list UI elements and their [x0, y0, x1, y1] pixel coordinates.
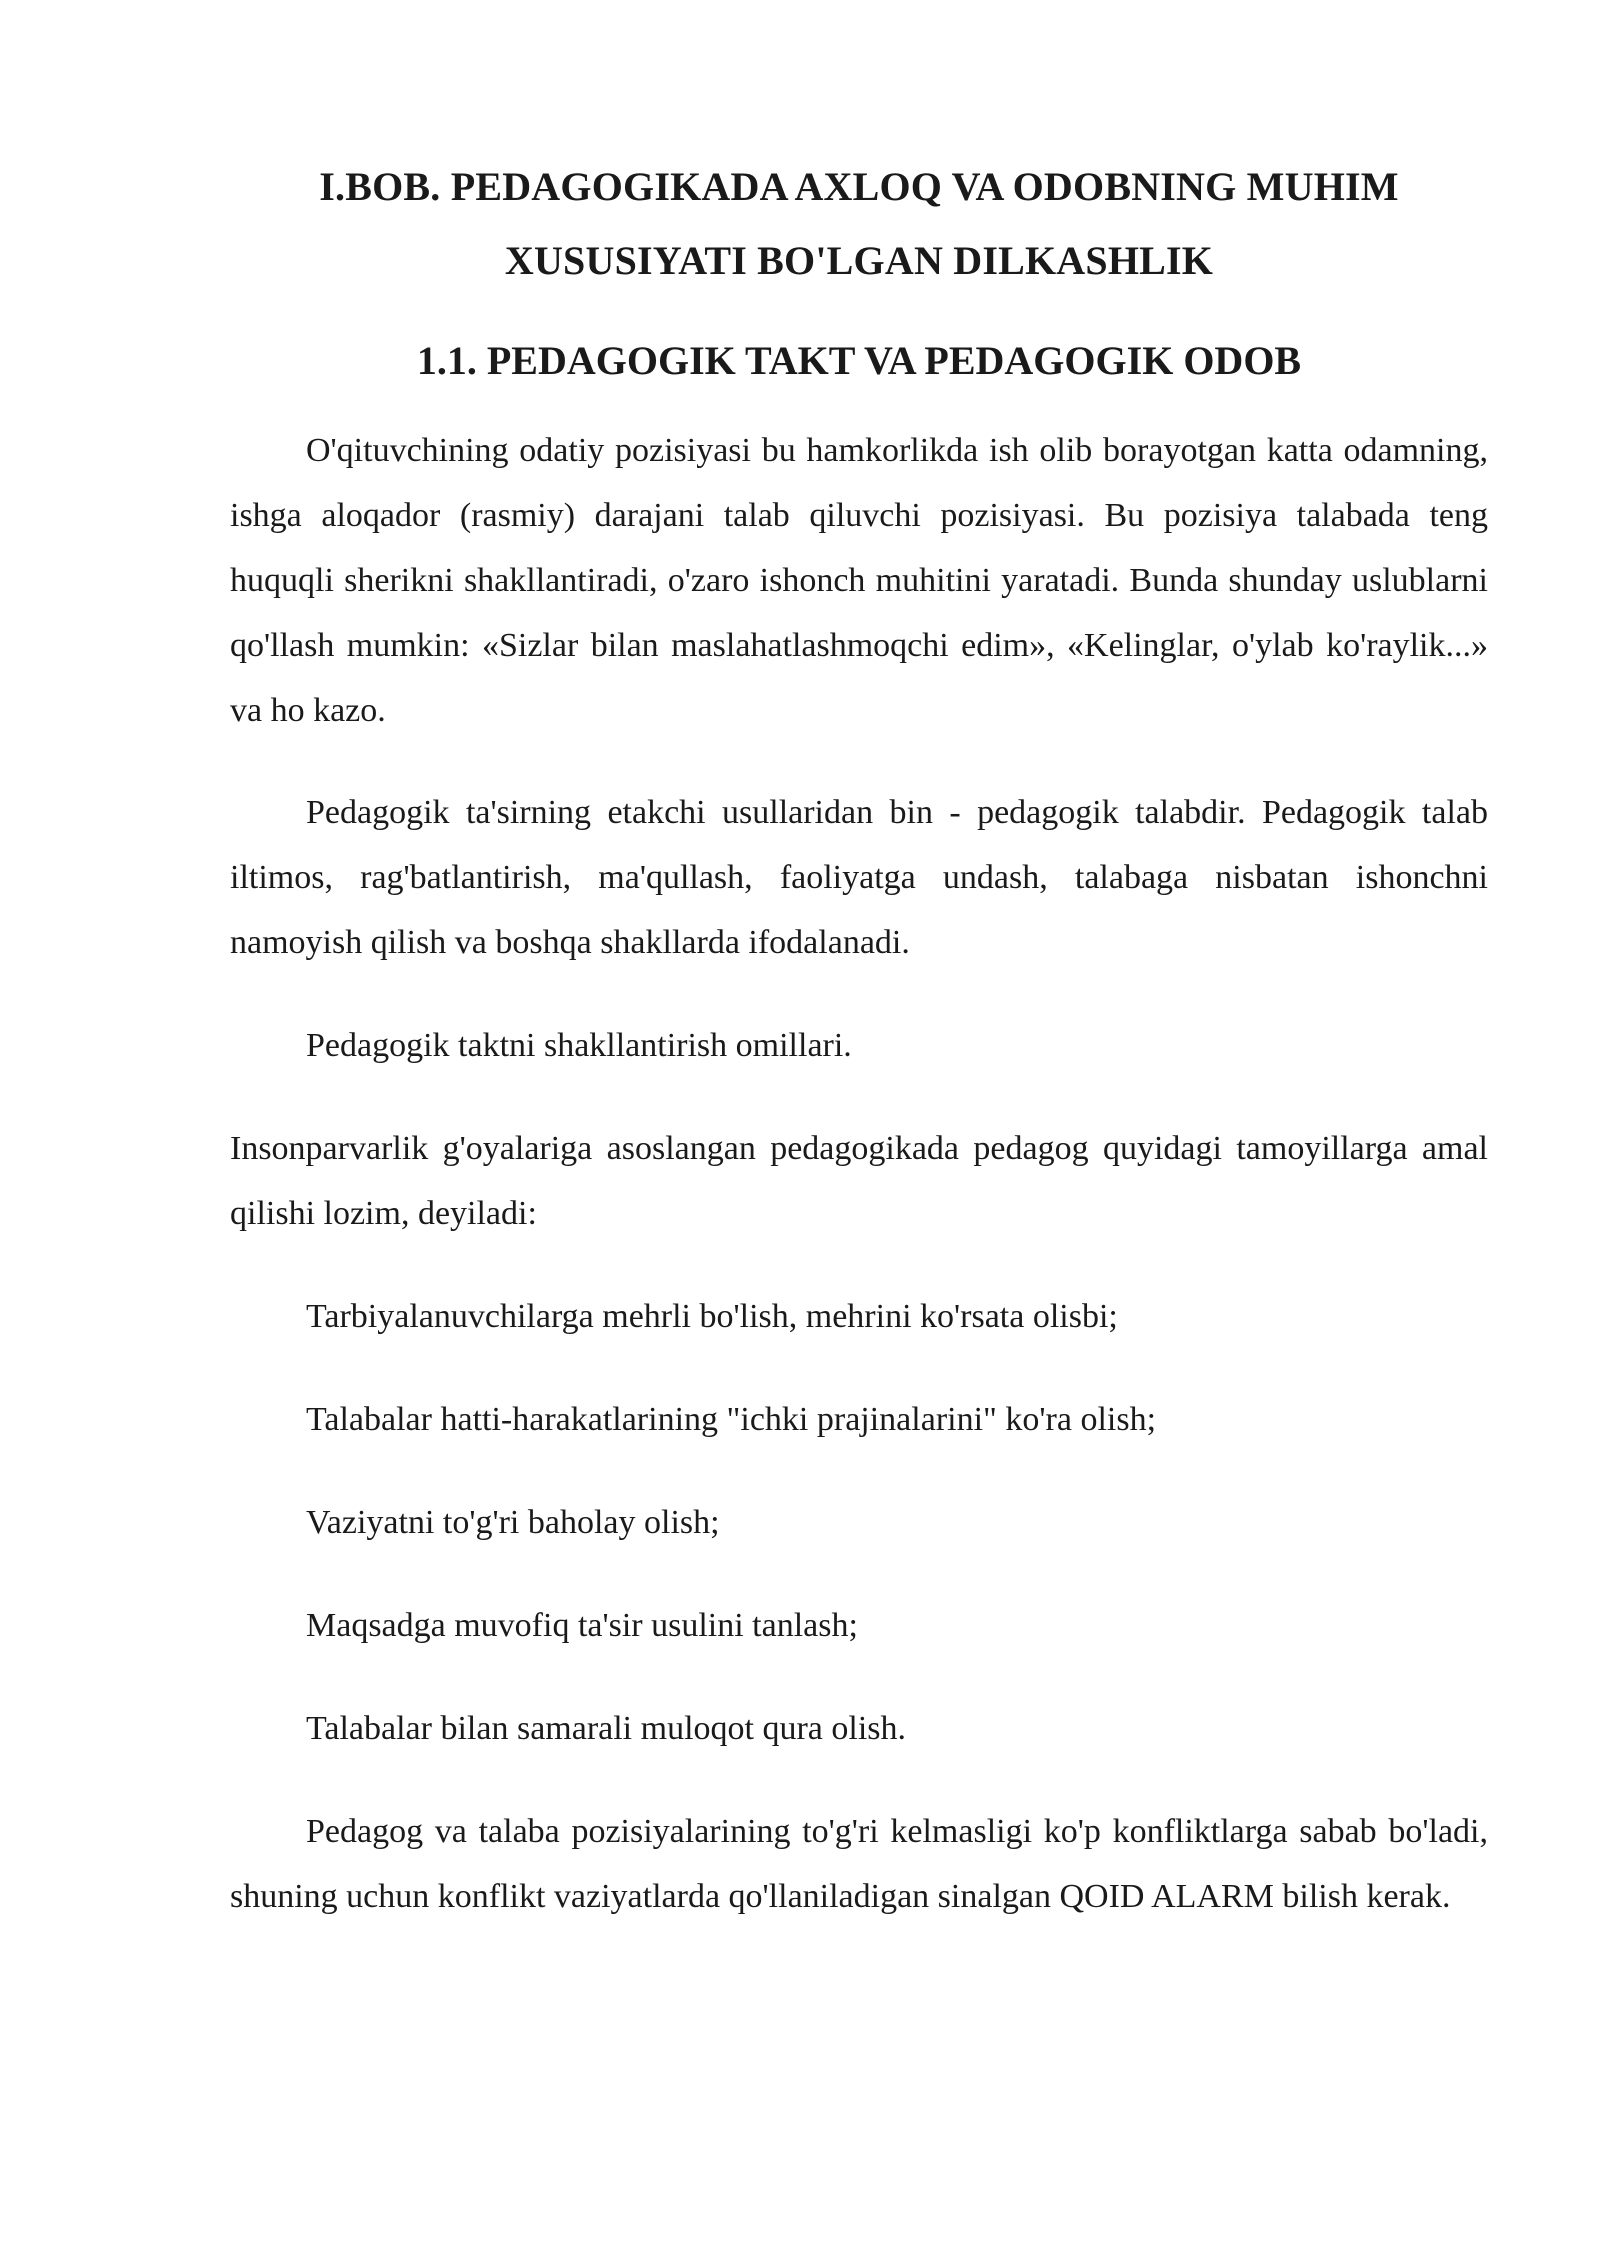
chapter-title-line-1: I.BOB. PEDAGOGIKADA AXLOQ VA ODOBNING MUHIM	[319, 164, 1399, 209]
list-item: Maqsadga muvofiq ta'sir usulini tanlash;	[306, 1607, 858, 1644]
document-page	[230, 150, 1488, 1929]
list-item: Tarbiyalanuvchilarga mehrli bo'lish, mehrini ko'rsata olisbi;	[306, 1298, 1118, 1335]
chapter-title-line-2: XUSUSIYATI BO'LGAN DILKASHLIK	[504, 238, 1214, 283]
paragraph-pedagogical-demand: Pedagogik ta'sirning etakchi usullaridan bin - pedagogik talabdir. Pedagogik talab iltimos, rag'batlantirish, ma'qullash, faoliyatga undash, talabaga nisbatan ishonchni namoyish qilish va boshqa shakllarda ifodalanadi.	[230, 794, 1488, 961]
principles-list	[230, 1284, 1488, 1761]
chapter-title	[230, 150, 1488, 298]
paragraph-teacher-position: O'qituvchining odatiy pozisiyasi bu hamkorlikda ish olib borayotgan katta odamning, ishga aloqador (rasmiy) darajani talab qiluvchi pozisiyasi. Bu pozisiya talabada teng huquqli sherikni shakllantiradi, o'zaro ishonch muhitini yaratadi. Bunda shunday uslublarni qo'llash mumkin: «Sizlar bilan maslahatlashmoqchi edim», «Kelinglar, o'ylab ko'raylik...» va ho kazo.	[230, 432, 1488, 729]
section-title: 1.1. PEDAGOGIK TAKT VA PEDAGOGIK ODOB	[416, 338, 1302, 383]
paragraph-tact-factors: Pedagogik taktni shakllantirish omillari.	[306, 1027, 852, 1064]
paragraph-conflict: Pedagog va talaba pozisiyalarining to'g'ri kelmasligi ko'p konfliktlarga sabab bo'ladi, shuning uchun konflikt vaziyatlarda qo'llaniladigan sinalgan QOID ALARM bilish kerak.	[230, 1813, 1488, 1915]
list-item: Talabalar bilan samarali muloqot qura olish.	[306, 1710, 906, 1747]
list-item: Talabalar hatti-harakatlarining "ichki prajinalarini" ko'ra olish;	[306, 1401, 1157, 1438]
paragraph-humanistic-principles: Insonparvarlik g'oyalariga asoslangan pedagogikada pedagog quyidagi tamoyillarga amal qilishi lozim, deyiladi:	[230, 1130, 1488, 1232]
list-item: Vaziyatni to'g'ri baholay olish;	[306, 1504, 720, 1541]
